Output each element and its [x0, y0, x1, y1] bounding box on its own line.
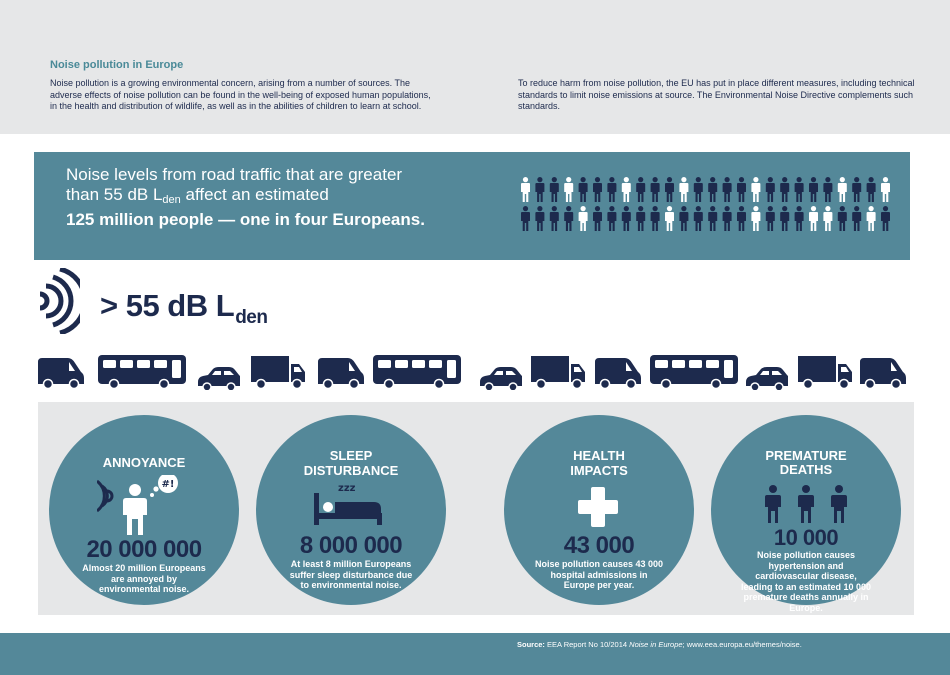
stat-number: 43 000 [563, 532, 635, 559]
person-icon [622, 177, 631, 202]
person-icon [823, 206, 832, 231]
footer [0, 633, 950, 675]
stat-sleep-disturbance [256, 415, 446, 605]
person-icon [838, 206, 847, 231]
banner-line-3: 125 million people — one in four Europeans. [66, 210, 425, 229]
medical-cross-icon [578, 487, 618, 527]
annoyed-person-icon [97, 475, 183, 537]
person-icon [723, 206, 732, 231]
person-icon [766, 177, 775, 202]
stat-title-line-1: PREMATURE [765, 448, 847, 463]
bus-icon [373, 355, 461, 389]
person-icon [823, 177, 832, 202]
stat-title: ANNOYANCE [102, 455, 186, 470]
person-icon [867, 206, 876, 231]
person-icon [651, 206, 660, 231]
person-icon [564, 206, 573, 231]
person-icon [550, 206, 559, 231]
person-icon [881, 177, 890, 202]
intro-right-text: To reduce harm from noise pollution, the EU has put in place different measures, including technical standards to limit noise emissions at source. The Environmental Noise Directive complements such standards. [518, 78, 915, 112]
intro-left-text: Noise pollution is a growing environmental concern, arising from a number of sources. The adverse effects of noise pollution can be found in the well-being of exposed human populations, in the health and distribution of wildlife, as well as in the abilities of children to learn at school. [50, 78, 431, 112]
person-icon [679, 177, 688, 202]
stats-panel [38, 402, 914, 615]
stat-title-line-2: IMPACTS [570, 463, 628, 478]
person-icon [665, 206, 674, 231]
three-people-icon [761, 485, 851, 525]
threshold-label [100, 288, 267, 329]
person-icon [651, 177, 660, 202]
person-icon [809, 177, 818, 202]
person-icon [535, 206, 544, 231]
stat-description: Noise pollution causes 43 000 hospital admissions in Europe per year. [534, 559, 664, 590]
van-icon [38, 358, 84, 389]
stat-title-line-2: DEATHS [779, 462, 833, 477]
vehicles-row [36, 350, 914, 390]
source-label: Source: [517, 640, 545, 649]
threshold-main: > 55 dB L [100, 288, 235, 323]
stat-description: Almost 20 million Europeans are annoyed by environmental noise. [82, 563, 206, 594]
banner-line-1: Noise levels from road traffic that are greater [66, 165, 403, 184]
person-icon [795, 177, 804, 202]
stat-annoyance [49, 415, 239, 605]
stat-title-line-1: SLEEP [329, 448, 373, 463]
threshold-sub: den [235, 307, 268, 328]
source-text-b: ; www.eea.europa.eu/themes/noise. [682, 640, 802, 649]
bus-icon [98, 355, 186, 389]
person-icon [607, 206, 616, 231]
source-report-title: Noise in Europe [629, 640, 683, 649]
person-icon [593, 206, 602, 231]
stat-title-line-1: HEALTH [573, 448, 625, 463]
car-icon [198, 367, 240, 390]
stat-title-line-2: DISTURBANCE [303, 463, 399, 478]
truck-icon [251, 356, 305, 389]
person-icon [521, 177, 530, 202]
road-traffic-banner [34, 152, 910, 260]
person-icon [737, 206, 746, 231]
person-icon [679, 206, 688, 231]
van-icon [860, 358, 906, 389]
person-icon [579, 177, 588, 202]
person-icon [708, 206, 717, 231]
banner-line-2a: than 55 dB L [66, 185, 163, 204]
stat-number: 20 000 000 [86, 536, 202, 563]
sound-waves-icon [38, 268, 80, 334]
banner-text [66, 165, 496, 230]
car-icon [746, 367, 788, 390]
svg-text:#!: #! [161, 479, 175, 490]
person-icon [564, 177, 573, 202]
person-icon [636, 177, 645, 202]
intro-title: Noise pollution in Europe [50, 59, 184, 71]
intro-section [0, 0, 950, 134]
source-citation [517, 640, 802, 649]
car-icon [480, 367, 522, 390]
person-icon [838, 177, 847, 202]
person-icon [665, 177, 674, 202]
source-text-a: EEA Report No 10/2014 [544, 640, 630, 649]
person-icon [535, 177, 544, 202]
stat-number: 8 000 000 [299, 532, 403, 559]
stat-description: Noise pollution causes hypertension and cardiovascular disease, leading to an estimated 10 000 premature deaths annually in Europe. [740, 550, 872, 613]
person-icon [694, 177, 703, 202]
stat-premature-deaths [711, 415, 901, 613]
person-icon [867, 177, 876, 202]
person-icon [737, 177, 746, 202]
person-icon [751, 177, 760, 202]
person-icon [795, 206, 804, 231]
person-icon [852, 177, 861, 202]
van-icon [595, 358, 641, 389]
banner-line-2-sub: den [162, 194, 181, 206]
person-icon [780, 206, 789, 231]
person-icon [521, 206, 530, 231]
bus-icon [650, 355, 738, 389]
person-icon [636, 206, 645, 231]
person-icon [723, 177, 732, 202]
person-icon [852, 206, 861, 231]
person-icon [780, 177, 789, 202]
person-icon [694, 206, 703, 231]
stat-number: 10 000 [773, 525, 839, 550]
person-icon [579, 206, 588, 231]
person-icon [766, 206, 775, 231]
van-icon [318, 358, 364, 389]
people-grid-icon [518, 177, 896, 233]
person-icon [550, 177, 559, 202]
stat-health-impacts [504, 415, 694, 605]
person-icon [607, 177, 616, 202]
banner-line-2b: affect an estimated [180, 185, 329, 204]
banner-line-2 [66, 185, 496, 210]
person-icon [881, 206, 890, 231]
person-icon [809, 206, 818, 231]
stat-description: At least 8 million Europeans suffer sleep disturbance due to environmental noise. [289, 559, 413, 590]
truck-icon [531, 356, 585, 389]
person-icon [622, 206, 631, 231]
person-icon [593, 177, 602, 202]
truck-icon [798, 356, 852, 389]
person-icon [751, 206, 760, 231]
bed-icon [314, 480, 386, 526]
person-icon [708, 177, 717, 202]
svg-text:zzz: zzz [338, 483, 356, 494]
